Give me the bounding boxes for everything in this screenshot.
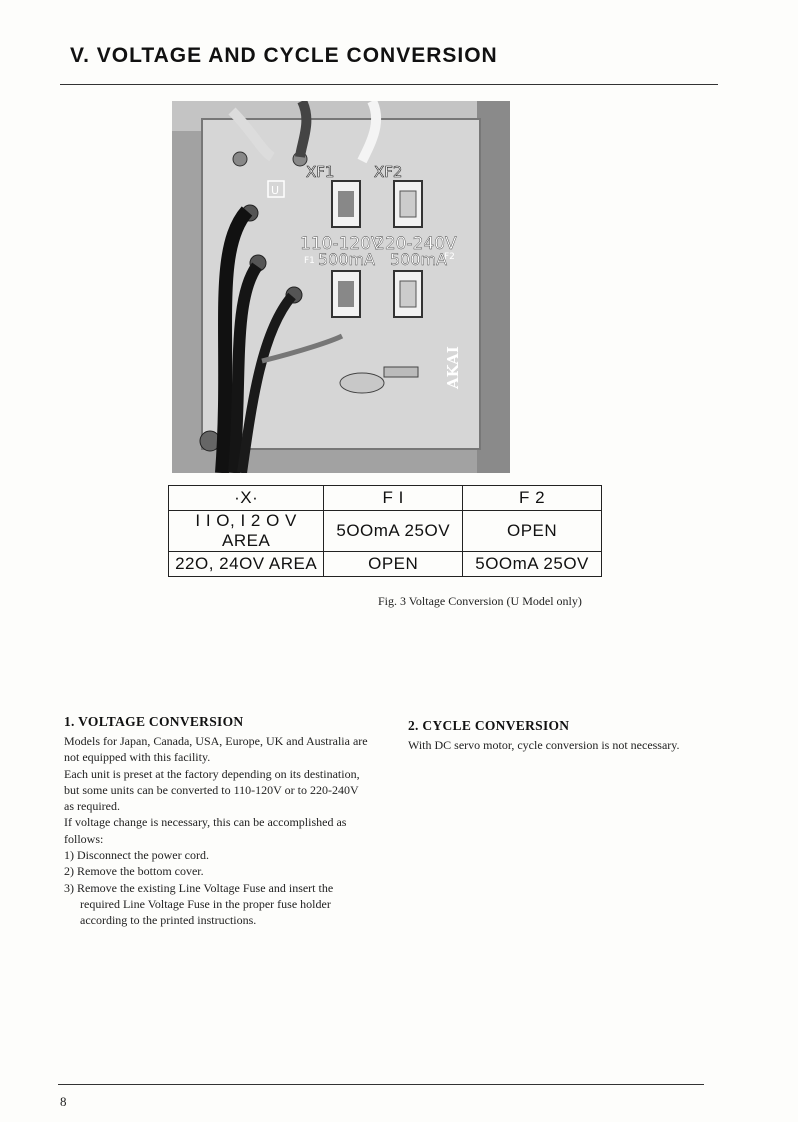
xf1-label: XF1 [306, 163, 335, 181]
section1-heading: 1. VOLTAGE CONVERSION [64, 714, 244, 729]
footer-rule [58, 1084, 704, 1085]
v220-label: 220-240V [374, 234, 457, 254]
f2-rating-label: 500mA [390, 250, 448, 269]
fuse-table [168, 485, 602, 577]
fuse-board-photo [172, 101, 510, 473]
table-row [169, 511, 602, 552]
table-cell: 5OOmA 25OV [324, 511, 463, 552]
table-cell: I I O, I 2 O V AREA [169, 511, 324, 552]
f1-rating-label: 500mA [318, 250, 376, 269]
section2-paragraph: With DC servo motor, cycle conversion is not necessary. [408, 738, 680, 752]
list-item: 3) Remove the existing Line Voltage Fuse and insert the required Line Voltage Fuse in the proper fuse holder according to the printed instructions. [64, 880, 334, 928]
table-header-cell: F I [324, 486, 463, 511]
page-number: 8 [60, 1094, 67, 1109]
title-rule [60, 84, 718, 85]
table-cell: 22O, 24OV AREA [169, 552, 324, 577]
figure-caption: Fig. 3 Voltage Conversion (U Model only) [378, 594, 582, 608]
f1-tag-label: F1 [304, 256, 315, 266]
section2-heading: 2. CYCLE CONVERSION [408, 718, 570, 733]
list-item: 1) Disconnect the power cord. [64, 848, 209, 863]
table-header-cell: F 2 [463, 486, 602, 511]
section1-body [64, 733, 369, 929]
list-item: 2) Remove the bottom cover. [64, 864, 204, 879]
section1-paragraph: Each unit is preset at the factory depending on its destination, but some units can be converted to 110-120V or to 220-240V as required. [64, 766, 360, 814]
section1-paragraph: If voltage change is necessary, this can be accomplished as follows: [64, 815, 347, 846]
steps-list [64, 847, 369, 928]
section2-body [408, 737, 728, 753]
table-row [169, 552, 602, 577]
table-cell: OPEN [463, 511, 602, 552]
brand-label: AKAI [444, 346, 462, 389]
section1-paragraph: Models for Japan, Canada, USA, Europe, UK and Australia are not equipped with this facility. [64, 734, 368, 765]
table-cell: OPEN [324, 552, 463, 577]
f2-tag-label: F2 [444, 252, 455, 262]
table-header-row [169, 486, 602, 511]
xf2-label: XF2 [374, 163, 403, 181]
u-mark-label: U [271, 184, 280, 197]
table-header-cell: ·X· [169, 486, 324, 511]
page-title: V. VOLTAGE AND CYCLE CONVERSION [70, 44, 498, 67]
table-cell: 5OOmA 25OV [463, 552, 602, 577]
v110-label: 110-120V [300, 234, 383, 254]
